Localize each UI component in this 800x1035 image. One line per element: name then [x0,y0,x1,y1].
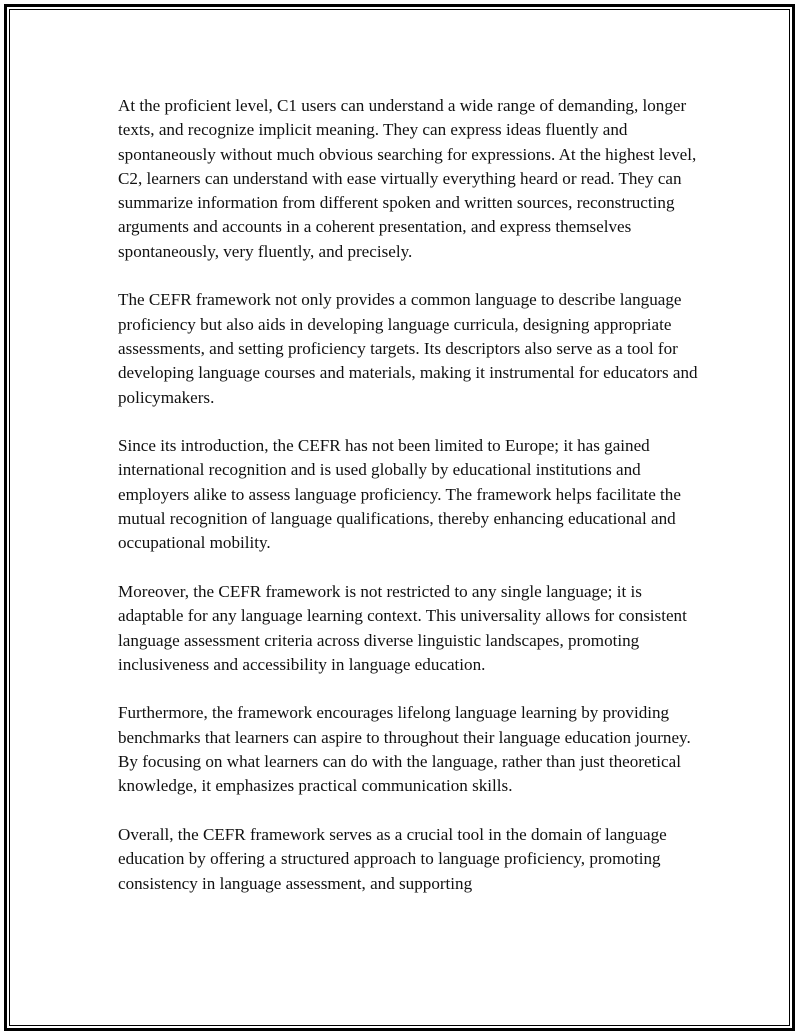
paragraph-language-universality: Moreover, the CEFR framework is not restricted to any single language; it is adaptable for any language learning context. This universality allows for consistent language assessment criteria across diverse linguistic landscapes, promoting inclusiveness and accessibility in language education. [118,581,687,674]
paragraph-international-recognition: Since its introduction, the CEFR has not been limited to Europe; it has gained international recognition and is used globally by educational institutions and employers alike to assess language proficiency. The framework helps facilitate the mutual recognition of language qualifications, thereby enhancing educational and occupational mobility. [118,436,681,553]
paragraph-framework-uses: The CEFR framework not only provides a common language to describe language proficiency but also aids in developing language curricula, designing appropriate assessments, and setting proficiency targets. Its descriptors also serve as a tool for developing language courses and materials, making it instrumental for educators and policymakers. [118,290,698,407]
page-border [4,4,795,1031]
paragraph-lifelong-learning: Furthermore, the framework encourages lifelong language learning by providing benchmarks that learners can aspire to throughout their language education journey. By focusing on what learners can do with the language, rather than just theoretical knowledge, it emphasizes practical communication skills. [118,703,691,796]
paragraph-overall-summary: Overall, the CEFR framework serves as a crucial tool in the domain of language education by offering a structured approach to language proficiency, promoting consistency in language assessment, and supporting [118,824,667,893]
document-body [118,94,703,920]
paragraph-c1-c2-levels: At the proficient level, C1 users can understand a wide range of demanding, longer texts, and recognize implicit meaning. They can express ideas fluently and spontaneously without much obvious searching for expressions. At the highest level, C2, learners can understand with ease virtually everything heard or read. They can summarize information from different spoken and written sources, reconstructing arguments and accounts in a coherent presentation, and express themselves spontaneously, very fluently, and precisely. [118,96,697,261]
